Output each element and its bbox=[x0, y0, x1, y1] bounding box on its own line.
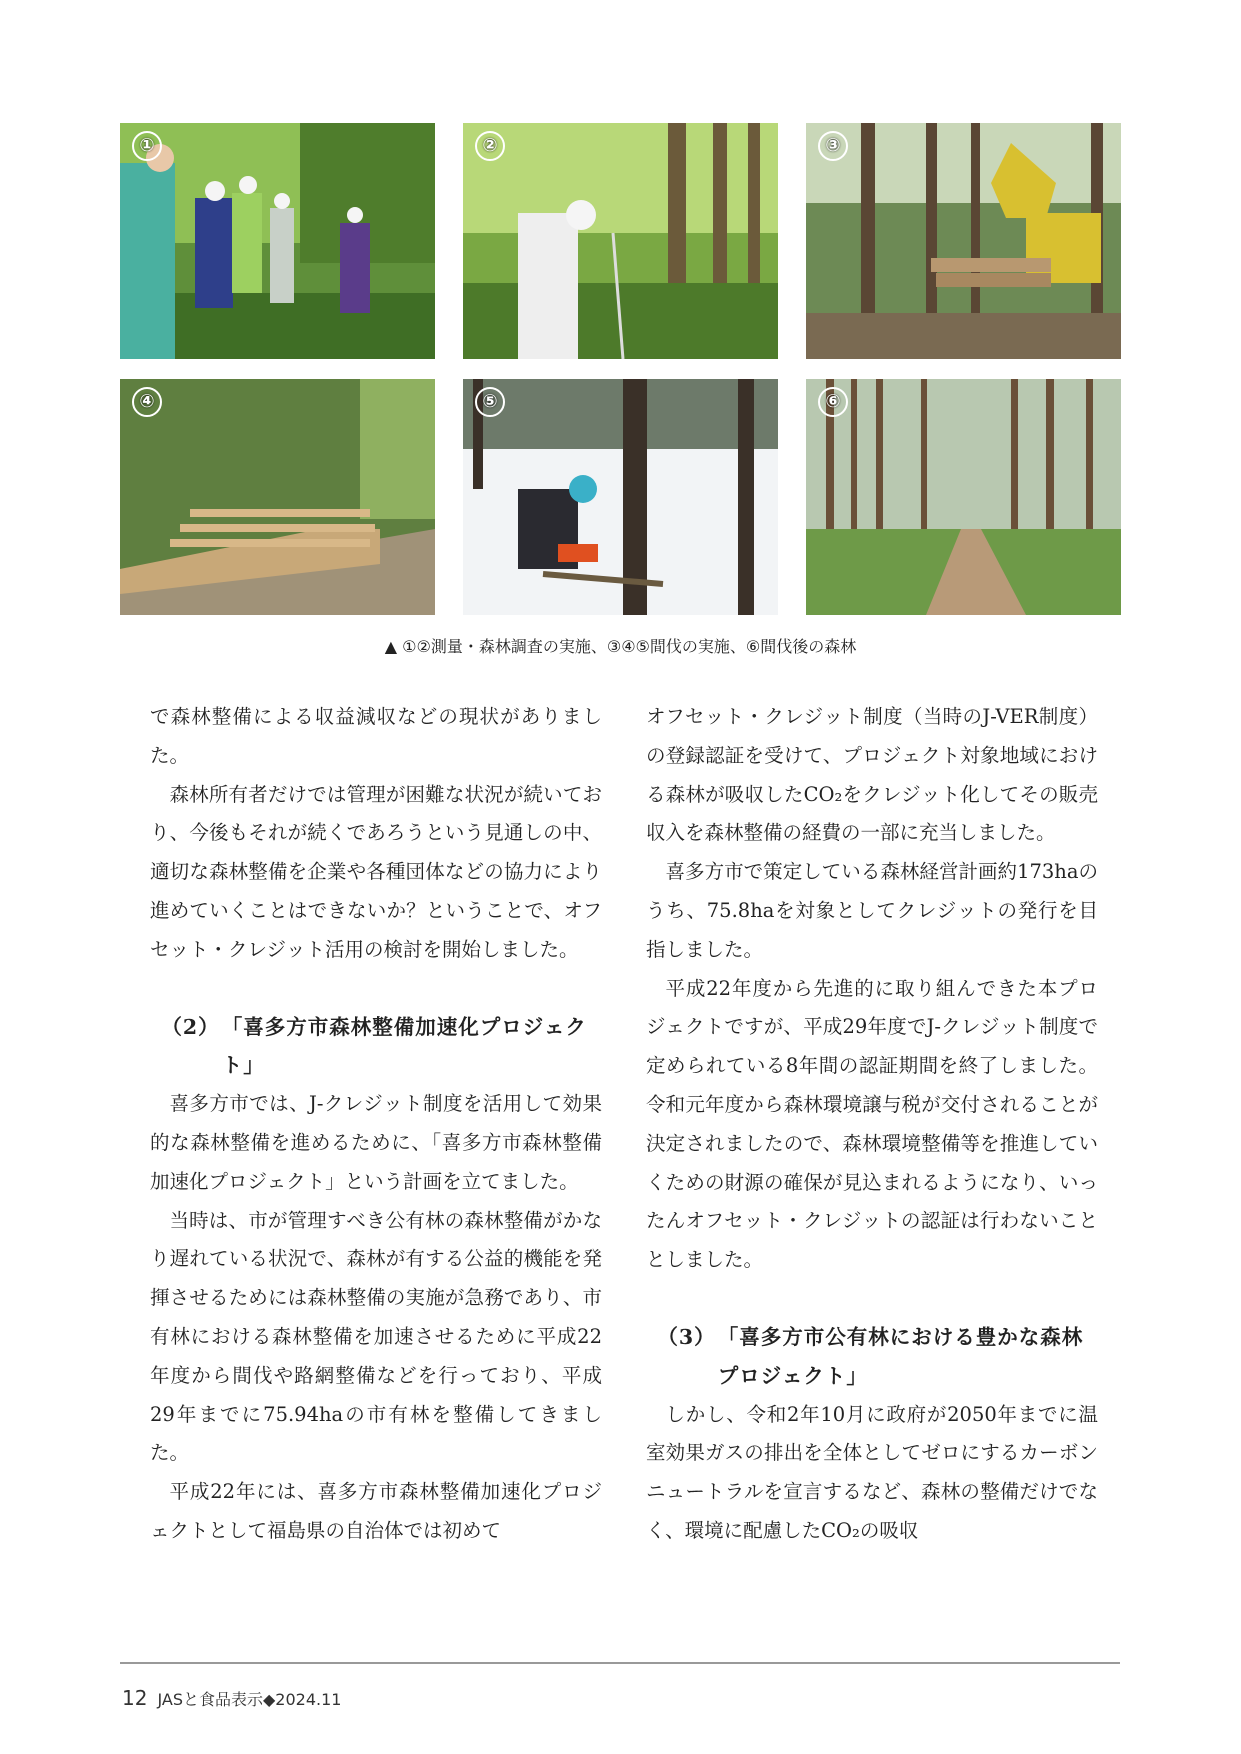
paragraph: 当時は、市が管理すべき公有林の森林整備がかなり遅れている状況で、森林が有する公益的機能を発揮させるためには森林整備の実施が急務であり、市有林における森林整備を加速させるために平成22年度から間伐や路網整備などを行っており、平成29年までに75.94haの市有林を整備してきました。 bbox=[150, 1208, 602, 1465]
heading-text: 「喜多方市森林整備加速化プロジェクト」 bbox=[221, 1014, 587, 1078]
photo-number: ⑥ bbox=[818, 387, 848, 417]
footer-divider bbox=[120, 1662, 1120, 1664]
photo-5-thinning bbox=[463, 379, 778, 615]
heading-text: 「喜多方市公有林における豊かな森林プロジェクト」 bbox=[717, 1324, 1084, 1388]
photo-4-thinning bbox=[120, 379, 435, 615]
page-number: 12 bbox=[122, 1686, 148, 1710]
left-column bbox=[150, 698, 602, 1551]
paragraph: 喜多方市で策定している森林経営計画約173haのうち、75.8haを対象としてクレジットの発行を目指しました。 bbox=[646, 860, 1098, 961]
paragraph: 平成22年度から先進的に取り組んできた本プロジェクトですが、平成29年度でJ-クレジット制度で定められている8年間の認証期間を終了しました。令和元年度から森林環境譲与税が交付されることが決定されましたので、森林環境整備等を推進していくための財源の確保が見込まれるようになり、いったんオフセット・クレジットの認証は行わないこととしました。 bbox=[646, 976, 1098, 1272]
photo-6-after-thinning bbox=[806, 379, 1121, 615]
photo-2-survey bbox=[463, 123, 778, 359]
paragraph: 喜多方市では、J-クレジット制度を活用して効果的な森林整備を進めるために、「喜多方市森林整備加速化プロジェクト」という計画を立てました。 bbox=[150, 1092, 602, 1193]
heading-index: （3） bbox=[657, 1324, 716, 1349]
photo-3-thinning bbox=[806, 123, 1121, 359]
right-column bbox=[646, 698, 1098, 1551]
section-heading-3 bbox=[646, 1318, 1098, 1396]
photo-number: ③ bbox=[818, 131, 848, 161]
photo-number: ① bbox=[132, 131, 162, 161]
heading-index: （2） bbox=[161, 1014, 220, 1039]
photo-1-survey bbox=[120, 123, 435, 359]
paragraph: 平成22年には、喜多方市森林整備加速化プロジェクトとして福島県の自治体では初めて bbox=[150, 1480, 602, 1542]
photo-number: ⑤ bbox=[475, 387, 505, 417]
photo-number: ② bbox=[475, 131, 505, 161]
publication-name: JASと食品表示◆2024.11 bbox=[157, 1690, 342, 1709]
photo-caption: ▲ ①②測量・森林調査の実施、③④⑤間伐の実施、⑥間伐後の森林 bbox=[384, 637, 857, 656]
paragraph: しかし、令和2年10月に政府が2050年までに温室効果ガスの排出を全体としてゼロにするカーボンニュートラルを宣言するなど、森林の整備だけでなく、環境に配慮したCO₂の吸収 bbox=[646, 1402, 1098, 1542]
section-heading-2 bbox=[150, 1008, 602, 1086]
paragraph: 森林所有者だけでは管理が困難な状況が続いており、今後もそれが続くであろうという見通しの中、適切な森林整備を企業や各種団体などの協力により進めていくことはできないか？ということで、オフセット・クレジット活用の検討を開始しました。 bbox=[150, 782, 602, 961]
paragraph: で森林整備による収益減収などの現状がありました。 bbox=[150, 705, 602, 767]
paragraph: オフセット・クレジット制度（当時のJ-VER制度）の登録認証を受けて、プロジェクト対象地域における森林が吸収したCO₂をクレジット化してその販売収入を森林整備の経費の一部に充当しました。 bbox=[646, 705, 1098, 845]
footer bbox=[122, 1686, 341, 1710]
photo-number: ④ bbox=[132, 387, 162, 417]
